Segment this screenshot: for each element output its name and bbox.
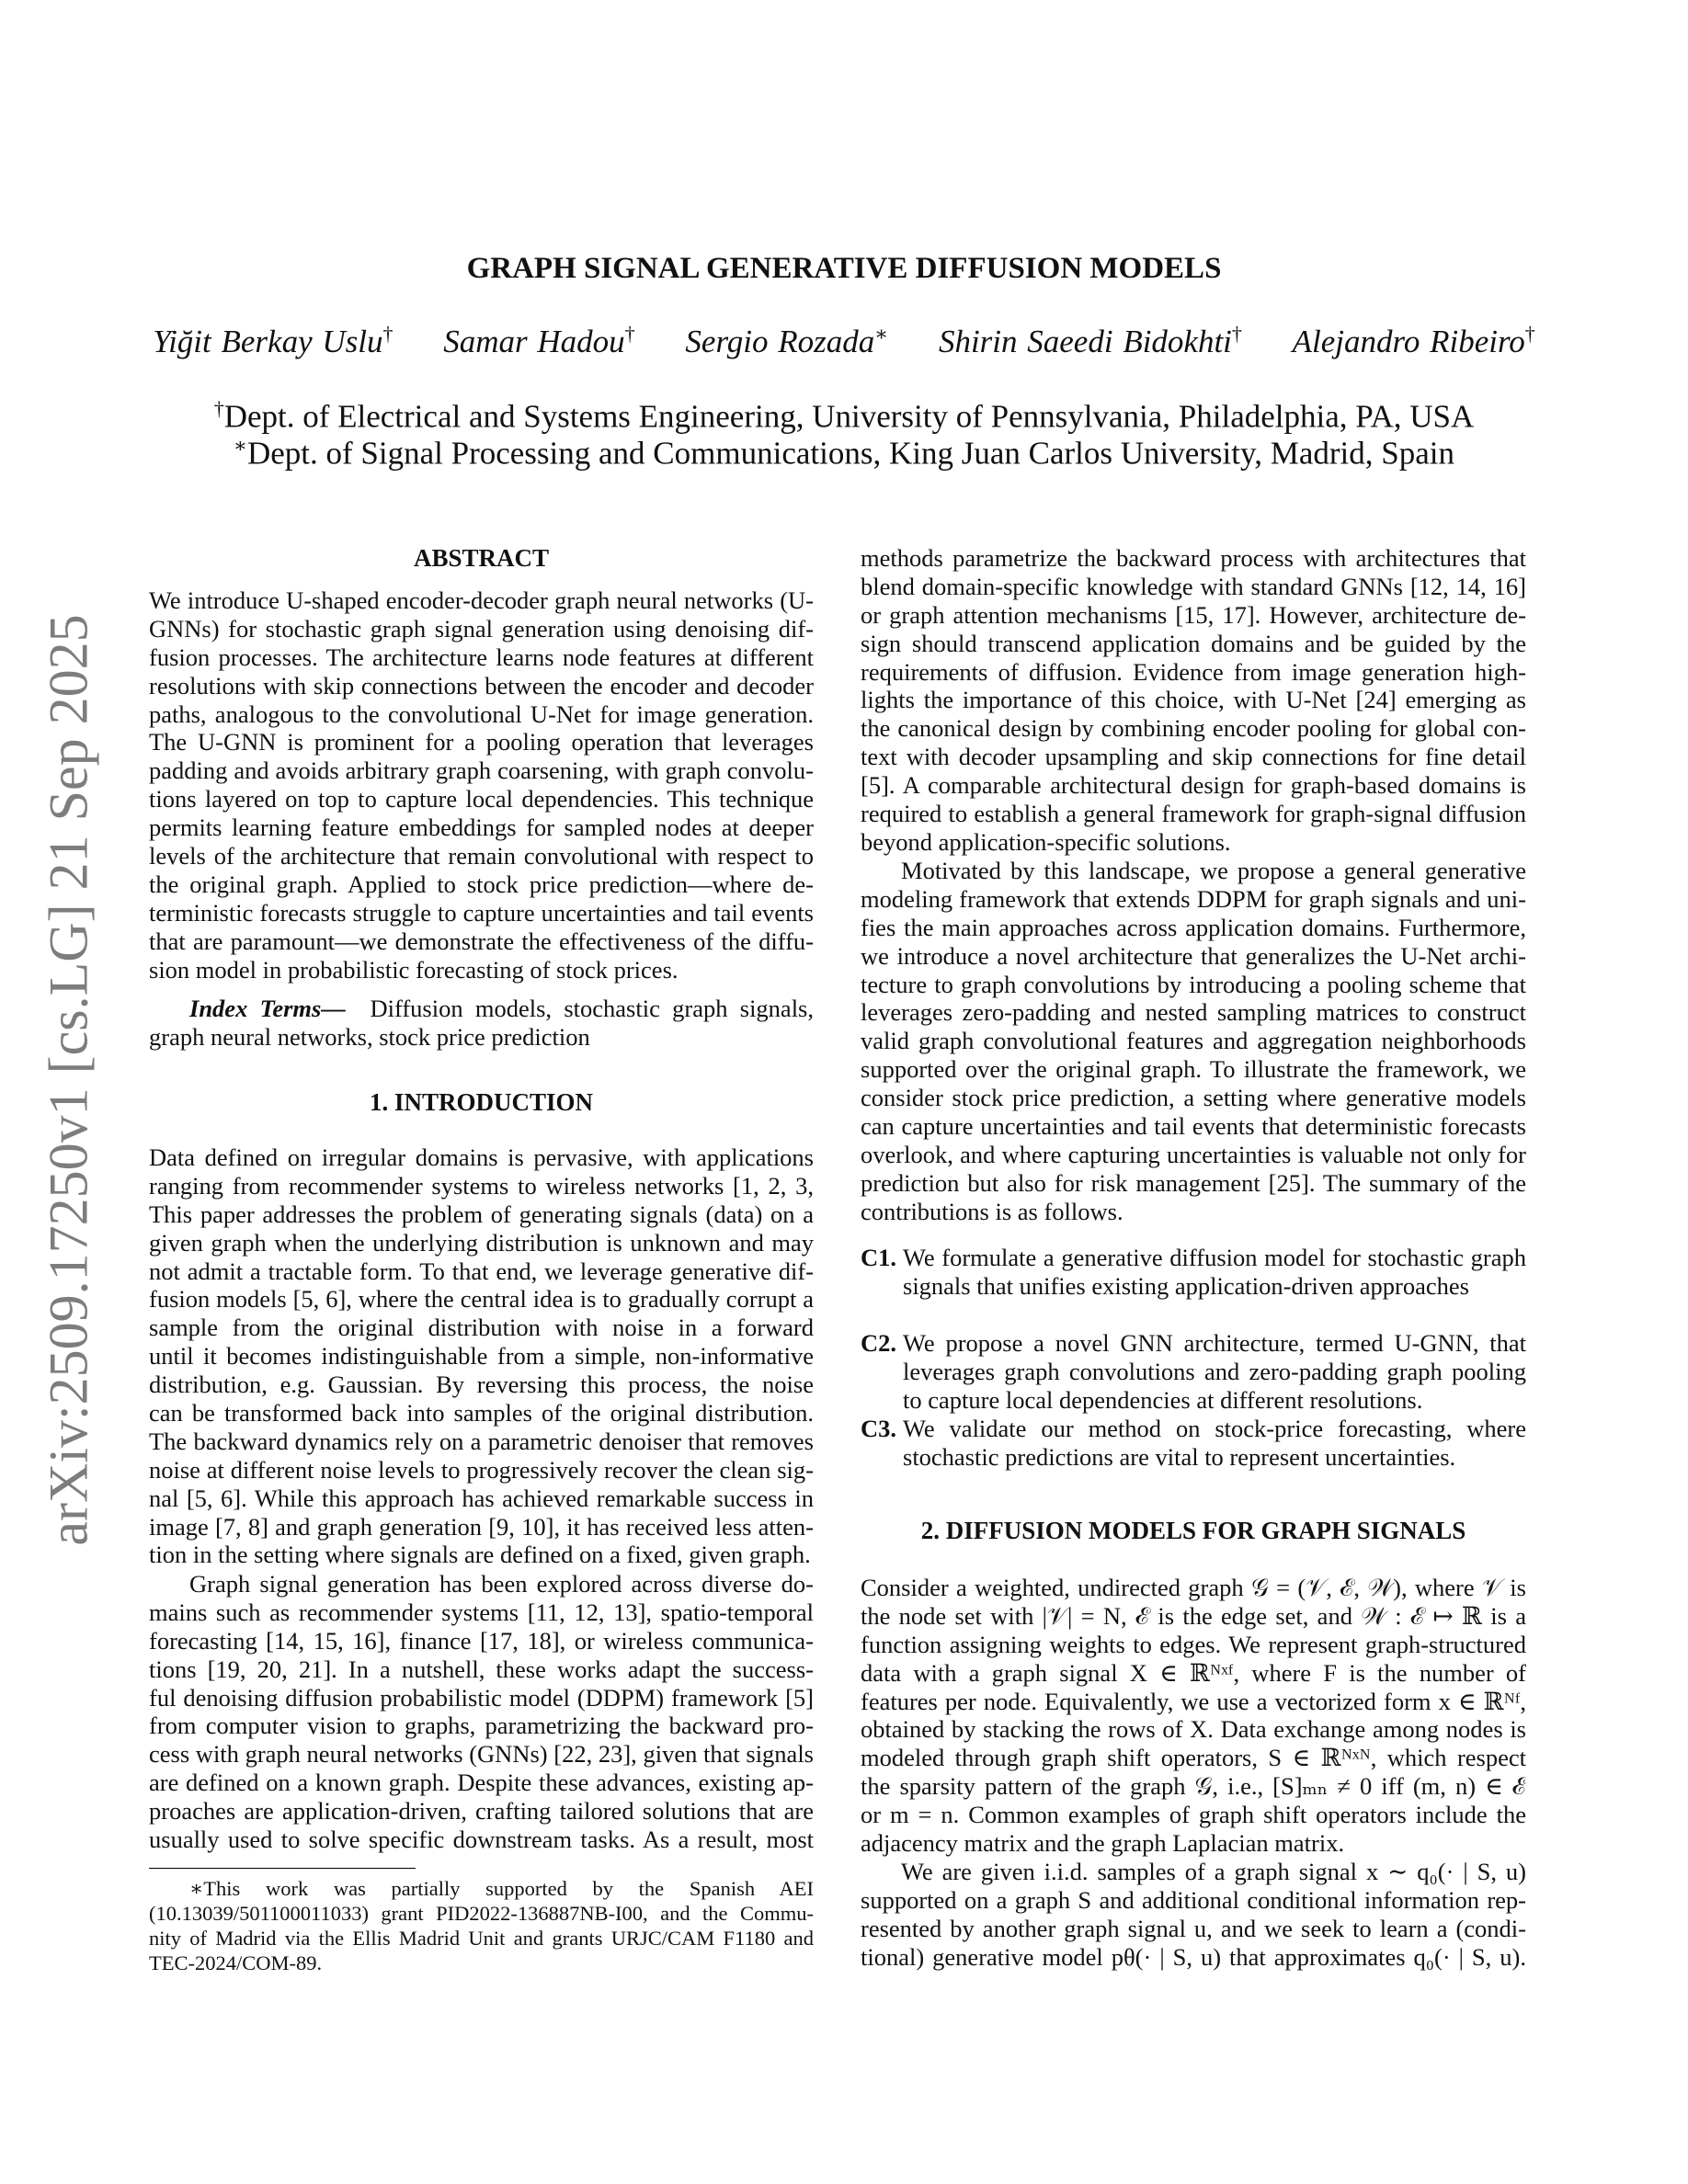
text-line: text with decoder upsampling and skip connections for fine detail (861, 743, 1526, 771)
text-line: consider stock price prediction, a setting where generative models (861, 1084, 1526, 1112)
text-line: or graph attention mechanisms [15, 17]. However, architecture de- (861, 600, 1526, 629)
text-line: the original graph. Applied to stock price prediction—where de- (149, 870, 814, 898)
text-line: valid graph convolutional features and aggregation neighborhoods (861, 1027, 1526, 1055)
contribution-label: C2. (861, 1329, 897, 1357)
index-terms-text: Diffusion models, stochastic graph signals, (370, 995, 814, 1022)
affiliation-mark: † (213, 397, 224, 420)
affiliation-text: Dept. of Electrical and Systems Engineering, University of Pennsylvania, Philadelphia, PA, USA (223, 398, 1475, 435)
text-line: given graph when the underlying distribution is unknown and may (149, 1228, 814, 1257)
text-line: until it becomes indistinguishable from a simple, non-informative (149, 1342, 814, 1371)
text-line: usually used to solve specific downstream tasks. As a result, most (149, 1826, 814, 1854)
author (685, 324, 888, 359)
affiliation-mark: ∗ (234, 434, 247, 457)
author-mark: ∗ (874, 322, 889, 345)
text-line: The U-GNN is prominent for a pooling operation that leverages (149, 728, 814, 756)
text-line: the node set with |𝒱| = N, ℰ is the edge set, and 𝒲 : ℰ ↦ ℝ is a (861, 1601, 1526, 1630)
text-line: lights the importance of this choice, with U-Net [24] emerging as (861, 686, 1526, 714)
text-line: are defined on a known graph. Despite these advances, existing ap- (149, 1769, 814, 1797)
paper-title: GRAPH SIGNAL GENERATIVE DIFFUSION MODELS (466, 252, 1222, 285)
text-line: leverages zero-padding and nested sampling matrices to construct (861, 998, 1526, 1027)
text-line: Consider a weighted, undirected graph 𝒢 = (𝒱, ℰ, 𝒲), where 𝒱 is (861, 1574, 1526, 1601)
author-name: Sergio Rozada (685, 323, 875, 359)
text-line: tion in the setting where signals are defined on a fixed, given graph. (149, 1541, 811, 1569)
text-line: This paper addresses the problem of generating signals (data) on a (149, 1200, 814, 1228)
text-line: we introduce a novel architecture that generalizes the U-Net archi- (861, 941, 1526, 970)
text-line: from computer vision to graphs, parametrizing the backward pro- (149, 1712, 814, 1740)
intro-paragraph-1 (149, 1143, 814, 1569)
text-line: tions [19, 20, 21]. In a nutshell, these works adapt the success- (149, 1655, 814, 1683)
text-line: obtained by stacking the rows of X. Data exchange among nodes is (861, 1715, 1526, 1744)
index-terms-line (149, 995, 814, 1023)
footnote-rule (149, 1868, 416, 1869)
text-line: prediction but also for risk management [25]. The summary of the (861, 1168, 1526, 1197)
contribution-c1 (861, 1244, 1526, 1301)
intro-paragraph-2 (149, 1570, 814, 1854)
text-line: beyond application-specific solutions. (861, 827, 1231, 856)
text-line: (10.13039/501100011033) grant PID2022-136887NB-I00, and the Commu- (149, 1902, 814, 1925)
text-line: fusion processes. The architecture learns node features at different (149, 643, 814, 671)
contribution-text (903, 1244, 1526, 1301)
text-line: blend domain-specific knowledge with standard GNNs [12, 14, 16] (861, 572, 1526, 600)
text-line: resolutions with skip connections between the encoder and decoder (149, 671, 814, 700)
text-line: function assigning weights to edges. We represent graph-structured (861, 1630, 1526, 1658)
author (153, 324, 393, 359)
author-name: Samar Hadou (443, 323, 625, 359)
text-line: Motivated by this landscape, we propose a general generative (901, 857, 1526, 884)
text-line: required to establish a general framework for graph-signal diffusion (861, 800, 1526, 828)
section-2-paragraph-2 (861, 1858, 1526, 1972)
contribution-text (903, 1415, 1526, 1472)
text-line: supported on a graph S and additional conditional information rep- (861, 1885, 1526, 1914)
text-line: levels of the architecture that remain convolutional with respect to (149, 842, 814, 870)
text-line: methods parametrize the backward process with architectures that (861, 544, 1526, 572)
text-line: supported over the original graph. To illustrate the framework, we (861, 1055, 1526, 1084)
text-line: features per node. Equivalently, we use a vectorized form x ∈ ℝᴺᶠ, (861, 1687, 1526, 1715)
text-line: tional) generative model pθ(· | S, u) that approximates q₀(· | S, u). (861, 1942, 1526, 1971)
text-line: forecasting [14, 15, 16], finance [17, 18], or wireless communica- (149, 1626, 814, 1655)
text-line: Data defined on irregular domains is pervasive, with applications (149, 1143, 814, 1171)
text-line: cess with graph neural networks (GNNs) [22, 23], given that signals (149, 1740, 814, 1769)
text-line: TEC-2024/COM-89. (149, 1951, 323, 1974)
text-line: [5]. A comparable architectural design for graph-based domains is (861, 771, 1526, 800)
author-name: Shirin Saeedi Bidokhti (938, 323, 1232, 359)
contribution-label: C1. (861, 1244, 897, 1271)
text-line: distribution, e.g. Gaussian. By reversing this process, the noise (149, 1371, 814, 1399)
text-line: tecture to graph convolutions by introducing a pooling scheme that (861, 970, 1526, 998)
author (939, 324, 1242, 359)
text-line: We validate our method on stock-price forecasting, where (903, 1415, 1526, 1442)
text-line: We propose a novel GNN architecture, termed U-GNN, that (903, 1329, 1526, 1357)
text-line: noise at different noise levels to progressively recover the clean sig- (149, 1455, 814, 1484)
text-line: modeling framework that extends DDPM for graph signals and uni- (861, 884, 1526, 913)
text-line: terministic forecasts struggle to capture uncertainties and tail events (149, 898, 814, 927)
text-line: Graph signal generation has been explored across diverse do- (189, 1570, 814, 1598)
abstract-body (149, 586, 814, 984)
text-line: requirements of diffusion. Evidence from image generation high- (861, 657, 1526, 686)
section-2-heading: 2. DIFFUSION MODELS FOR GRAPH SIGNALS (920, 1517, 1466, 1544)
text-line: or m = n. Common examples of graph shift operators include the (861, 1801, 1526, 1829)
text-line: resented by another graph signal u, and we seek to learn a (condi- (861, 1914, 1526, 1942)
text-line: the sparsity pattern of the graph 𝒢, i.e., [S]ₘₙ ≠ 0 iff (m, n) ∈ ℰ (861, 1772, 1526, 1801)
text-line: overlook, and where capturing uncertainties is valuable not only for (861, 1140, 1526, 1168)
text-line: signals that unifies existing application-driven approaches (903, 1271, 1469, 1300)
text-line: that are paramount—we demonstrate the effectiveness of the diffu- (149, 927, 814, 955)
affiliation-text: Dept. of Signal Processing and Communications, King Juan Carlos University, Madrid, Spain (246, 435, 1454, 472)
text-line: image [7, 8] and graph generation [9, 10], it has received less atten- (149, 1512, 814, 1541)
intro-paragraph-2-continued (861, 544, 1526, 857)
index-terms-label: Index Terms— (189, 995, 346, 1022)
text-line: sion model in probabilistic forecasting of stock prices. (149, 955, 679, 984)
author-mark: † (624, 322, 635, 345)
text-line: nity of Madrid via the Ellis Madrid Unit and grants URJC/CAM F1180 and (149, 1927, 814, 1950)
text-line: fies the main approaches across application domains. Furthermore, (861, 913, 1526, 941)
text-line: mains such as recommender systems [11, 12, 13], spatio-temporal (149, 1598, 814, 1626)
text-line: tions layered on top to capture local dependencies. This technique (149, 785, 814, 813)
author-mark: † (382, 322, 393, 345)
text-line: not admit a tractable form. To that end, we leverage generative dif- (149, 1257, 814, 1285)
contribution-label: C3. (861, 1415, 897, 1442)
footnote (149, 1876, 814, 1975)
intro-paragraph-3 (861, 857, 1526, 1226)
text-line: the canonical design by combining encoder pooling for global con- (861, 714, 1526, 743)
text-line: We formulate a generative diffusion model for stochastic graph (903, 1244, 1526, 1271)
text-line: We are given i.i.d. samples of a graph signal x ∼ q₀(· | S, u) (901, 1858, 1526, 1885)
author-mark: † (1231, 322, 1242, 345)
text-line: can capture uncertainties and tail events that deterministic forecasts (861, 1112, 1526, 1141)
text-line: GNNs) for stochastic graph signal generation using denoising dif- (149, 614, 814, 643)
author (443, 324, 634, 359)
abstract-heading: ABSTRACT (413, 544, 550, 572)
text-line: We introduce U-shaped encoder-decoder graph neural networks (U- (149, 586, 814, 614)
text-line: adjacency matrix and the graph Laplacian matrix. (861, 1829, 1345, 1858)
author (1293, 324, 1535, 359)
author-name: Alejandro Ribeiro (1292, 323, 1525, 359)
text-line: permits learning feature embeddings for sampled nodes at deeper (149, 813, 814, 842)
index-terms-line: graph neural networks, stock price prediction (149, 1022, 590, 1051)
text-line: stochastic predictions are vital to represent uncertainties. (903, 1442, 1456, 1471)
text-line: data with a graph signal X ∈ ℝᴺˣᶠ, where F is the number of (861, 1658, 1526, 1687)
text-line: nal [5, 6]. While this approach has achieved remarkable success in (149, 1484, 814, 1512)
text-line: leverages graph convolutions and zero-padding graph pooling (903, 1357, 1526, 1385)
text-line: ful denoising diffusion probabilistic model (DDPM) framework [5] (149, 1683, 814, 1712)
text-line: The backward dynamics rely on a parametric denoiser that removes (149, 1427, 814, 1455)
intro-heading: 1. INTRODUCTION (369, 1088, 594, 1116)
text-line: ranging from recommender systems to wireless networks [1, 2, 3, (149, 1171, 814, 1200)
contribution-c3 (861, 1415, 1526, 1472)
arxiv-side-stamp: arXiv:2509.17250v1 [cs.LG] 21 Sep 2025 (38, 614, 99, 1546)
text-line: fusion models [5, 6], where the central idea is to gradually corrupt a (149, 1285, 814, 1314)
author-name: Yiğit Berkay Uslu (153, 323, 383, 359)
text-line: paths, analogous to the convolutional U-Net for image generation. (149, 700, 814, 728)
text-line: sample from the original distribution with noise in a forward (149, 1314, 814, 1342)
text-line: to capture local dependencies at different resolutions. (903, 1385, 1423, 1414)
text-line: modeled through graph shift operators, S ∈ ℝᴺˣᴺ, which respect (861, 1744, 1526, 1772)
section-2-paragraph-1 (861, 1574, 1526, 1858)
author-mark: † (1524, 322, 1535, 345)
text-line: padding and avoids arbitrary graph coarsening, with graph convolu- (149, 756, 814, 785)
author-list (0, 322, 1688, 360)
affiliation (0, 397, 1688, 436)
text-line: proaches are application-driven, crafting tailored solutions that are (149, 1797, 814, 1826)
text-line: sign should transcend application domains and be guided by the (861, 629, 1526, 657)
text-line: ∗This work was partially supported by the Spanish AEI (189, 1877, 814, 1900)
affiliation (0, 434, 1688, 472)
text-line: contributions is as follows. (861, 1197, 1123, 1225)
contribution-c2 (861, 1329, 1526, 1415)
index-terms (149, 995, 814, 1052)
contribution-text (903, 1329, 1526, 1415)
text-line: can be transformed back into samples of the original distribution. (149, 1399, 814, 1428)
